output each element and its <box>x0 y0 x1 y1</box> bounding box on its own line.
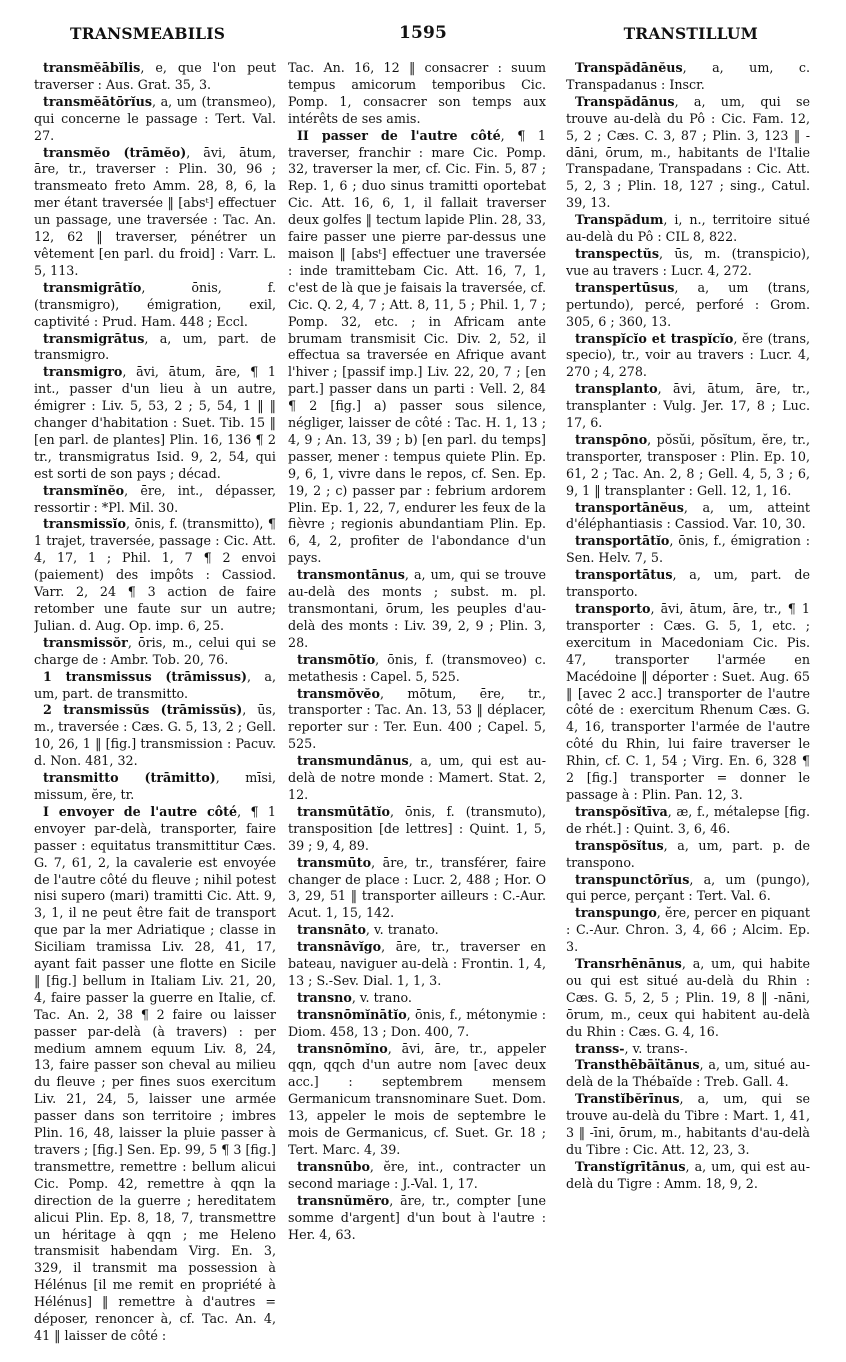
entry: transmŏvĕo, mōtum, ēre, tr., transporter : Tac. An. 13, 53 ‖ déplacer, reporter sur : Ter. Eun. 400 ; Capel. 5, 525. <box>288 685 546 752</box>
entry: 1 transmissus (trāmissus), a, um, part. de transmitto. <box>34 668 276 701</box>
entry: II passer de l'autre côté, ¶ 1 traverser, franchir : mare Cic. Pomp. 32, traverser la mer, cf. Cic. Fin. 5, 87 ; Rep. 1, 6 ; duo sinus tramitti oportebat Cic. Att. 16, 6, 1, il fallait traverser deux golfes ‖ tectum lapide Plin. 28, 33, faire passer une pierre par-dessus une maison ‖ [absᵗ] effectuer une traversée : inde tramittebam Cic. Att. 16, 7, 1, c'est de là que je faisais la traversée, cf. Cic. Q. 2, 4, 7 ; Att. 8, 11, 5 ; Phil. 1, 7 ; Pomp. 32, etc. ; in Africam ante brumam transmisit Cic. Div. 2, 52, il effectua sa traversée en Afrique avant l'hiver ; [passif imp.] Liv. 22, 20, 7 ; [en part.] passer dans un parti : Vell. 2, 84 ¶ 2 [fig.] a) passer sous silence, négliger, laisser de côté : Tac. H. 1, 13 ; 4, 9 ; An. 13, 39 ; b) [en parl. du temps] passer, mener : tempus quiete Plin. Ep. 9, 6, 1, vivre dans le repos, cf. Sen. Ep. 19, 2 ; c) passer par : febrium ardorem Plin. Ep. 1, 22, 7, endurer les feux de la fièvre ; regionis abundantiam Plin. Ep. 6, 4, 2, profiter de l'abondance d'un pays. <box>288 127 546 566</box>
entry: transnūbo, ĕre, int., contracter un second mariage : J.-Val. 1, 17. <box>288 1158 546 1191</box>
entry: transs-, v. trans-. <box>575 1040 689 1056</box>
entry: transportātĭo, ōnis, f., émigration : Sen. Helv. 7, 5. <box>566 533 810 566</box>
entry: transmigrātus, a, um, part. de transmigro. <box>34 330 276 363</box>
entry: transmĕo (trāmĕo), āvi, ātum, āre, tr., traverser : Plin. 30, 96 ; transmeato freto Amm. 28, 8, 6, la mer étant traversée ‖ [absᵗ] effectuer un passage, une traversée : Tac. An. 12, 62 ‖ traverser, pénétrer un vêtement [en parl. du froid] : Varr. L. 5, 113. <box>34 144 276 278</box>
entry: transpungo, ĕre, percer en piquant : C.-Aur. Chron. 3, 4, 66 ; Alcim. Ep. 3. <box>566 905 810 955</box>
column-3 <box>566 60 810 1355</box>
entry: transmūto, āre, tr., transférer, faire changer de place : Lucr. 2, 488 ; Hor. O 3, 29, 51 ‖ transporter ailleurs : C.-Aur. Acut. 1, 15, 142. <box>288 854 546 921</box>
entry: transpectŭs, ūs, m. (transpicio), vue au travers : Lucr. 4, 272. <box>566 245 810 278</box>
entry: transpŏsĭtus, a, um, part. p. de transpono. <box>566 837 810 870</box>
entry: transpĭcĭo et traspĭcĭo, ĕre (trans, specio), tr., voir au travers : Lucr. 4, 270 ; 4, 278. <box>566 330 810 380</box>
entry: transmissĭo, ōnis, f. (transmitto), ¶ 1 trajet, traversée, passage : Cic. Att. 4, 17, 1 ; Phil. 1, 7 ¶ 2 envoi (paiement) des impôts : Cassiod. Varr. 2, 24 ¶ 3 action de faire retomber une faute sur un autre; Julian. d. Aug. Op. imp. 6, 25. <box>34 516 276 633</box>
entry: transpōno, pŏsŭi, pŏsĭtum, ĕre, tr., transporter, transposer : Plin. Ep. 10, 61, 2 ; Tac. An. 2, 8 ; Gell. 4, 5, 3 ; 6, 9, 1 ‖ transplanter : Gell. 12, 1, 16. <box>566 431 810 498</box>
entry: transpunctōrĭus, a, um (pungo), qui perce, perçant : Tert. Val. 6. <box>566 871 810 904</box>
entry: transno, v. trano. <box>297 989 412 1005</box>
entry: I envoyer de l'autre côté, ¶ 1 envoyer par-delà, transporter, faire passer : equitatus transmittitur Cæs. G. 7, 61, 2, la cavalerie est envoyée de l'autre côté du fleuve ; nihil potest nisi supero (mari) tramitti Cic. Att. 9, 3, 1, il ne peut être fait de transport que par la mer Adriatique ; classe in Siciliam tramissa Liv. 28, 41, 17, ayant fait passer une flotte en Sicile ‖ [fig.] bellum in Italiam Liv. 21, 20, 4, faire passer la guerre en Italie, cf. Tac. An. 2, 38 ¶ 2 faire ou laisser passer par-delà (à travers) : per medium amnem equum Liv. 8, 24, 13, faire passer son cheval au milieu du fleuve ; per fines suos exercitum Liv. 21, 24, 5, laisser une armée passer dans son territoire ; imbres Plin. 16, 48, laisser la pluie passer à travers ; [fig.] Sen. Ep. 99, 5 ¶ 3 [fig.] transmettre, remettre : bellum alicui Cic. Pomp. 42, remettre à qqn la direction de la guerre ; hereditatem alicui Plin. Ep. 8, 18, 7, transmettre un héritage à qqn ; me Heleno transmisit habendam Virg. En. 3, 329, il transmit ma possession à Hélénus [il me remit en propriété à Hélénus] ‖ remettre à d'autres = déposer, renoncer à, cf. Tac. An. 4, 41 ‖ laisser de côté : <box>34 803 276 1343</box>
entry: transpŏsĭtīva, æ, f., métalepse [fig. de rhét.] : Quint. 3, 6, 46. <box>566 803 810 836</box>
entry: transmigro, āvi, ātum, āre, ¶ 1 int., passer d'un lieu à un autre, émigrer : Liv. 5, 53, 2 ; 5, 54, 1 ‖ ‖ changer d'habitation : Suet. Tib. 15 ‖ [en parl. de plantes] Plin. 16, 136 ¶ 2 tr., transmigratus Isid. 9, 2, 54, qui est sorti de son pays ; décad. <box>34 364 276 481</box>
page-number: 1595 <box>398 23 448 43</box>
entry: transportānĕus, a, um, atteint d'éléphantiasis : Cassiod. Var. 10, 30. <box>566 499 810 532</box>
entry: transmigrātĭo, ōnis, f. (transmigro), émigration, exil, captivité : Prud. Ham. 448 ; Eccl. <box>34 279 276 329</box>
entry: Transpădum, i, n., territoire situé au-delà du Pô : CIL 8, 822. <box>566 212 810 245</box>
entry: transplanto, āvi, ātum, āre, tr., transplanter : Vulg. Jer. 17, 8 ; Luc. 17, 6. <box>566 381 810 431</box>
entry: transpertūsus, a, um (trans, pertundo), percé, perforé : Grom. 305, 6 ; 360, 13. <box>566 279 810 329</box>
column-2 <box>288 60 546 1355</box>
column-1 <box>34 60 276 1355</box>
entry: transmissŏr, ōris, m., celui qui se charge de : Ambr. Tob. 20, 76. <box>34 634 276 667</box>
entry: Transpădānus, a, um, qui se trouve au-delà du Pô : Cic. Fam. 12, 5, 2 ; Cæs. C. 3, 87 ; Plin. 3, 123 ‖ -dāni, ōrum, m., habitants de l'Italie Transpadane, Transpadans : Cic. Att. 5, 2, 3 ; Plin. 18, 127 ; sing., Catul. 39, 13. <box>566 93 810 211</box>
entry: Transtĭgrītānus, a, um, qui est au-delà du Tigre : Amm. 18, 9, 2. <box>566 1158 810 1191</box>
entry: Transpădānĕus, a, um, c. Transpadanus : Inscr. <box>566 60 810 92</box>
entry: transmūtātĭo, ōnis, f. (transmuto), transposition [de lettres] : Quint. 1, 5, 39 ; 9, 4, 89. <box>288 803 546 853</box>
entry: Transthēbāïtānus, a, um, situé au-delà de la Thébaïde : Treb. Gall. 4. <box>566 1057 810 1090</box>
header-left-guideword: TRANSMEABILIS <box>70 24 226 43</box>
entry: transmitto (trāmitto), mīsi, missum, ĕre, tr. <box>34 770 276 802</box>
entry: transnāvĭgo, āre, tr., traverser en bateau, naviguer au-delà : Frontin. 1, 4, 13 ; S.-Sev. Dial. 1, 1, 3. <box>288 939 546 988</box>
entry: transmundānus, a, um, qui est au-delà de notre monde : Mamert. Stat. 2, 12. <box>288 753 546 802</box>
entry: transporto, āvi, ātum, āre, tr., ¶ 1 transporter : Cæs. G. 5, 1, etc. ; exercitum in Macedoniam Cic. Pis. 47, transporter l'armée en Macédoine ‖ déporter : Suet. Aug. 65 ‖ [avec 2 acc.] transporter de l'autre côté de : exercitum Rhenum Cæs. G. 4, 16, transporter l'armée de l'autre côté du Rhin, lui faire traverser le Rhin, cf. C. 1, 54 ; Virg. En. 6, 328 ¶ 2 [fig.] transporter = donner le passage à : Plin. Pan. 12, 3. <box>566 601 810 802</box>
entry: transmĭnĕo, ēre, int., dépasser, ressortir : *Pl. Mil. 30. <box>34 482 276 515</box>
entry: transnōmĭnātĭo, ōnis, f., métonymie : Diom. 458, 13 ; Don. 400, 7. <box>288 1006 546 1039</box>
entry: transmōtĭo, ōnis, f. (transmoveo) c. metathesis : Capel. 5, 525. <box>288 651 546 684</box>
entry: 2 transmissŭs (trāmissŭs), ūs, m., traversée : Cæs. G. 5, 13, 2 ; Gell. 10, 26, 1 ‖ [fig.] transmission : Pacuv. d. Non. 481, 32. <box>34 702 276 769</box>
entry: transportātus, a, um, part. de transporto. <box>566 567 810 600</box>
entry: Transrhēnānus, a, um, qui habite ou qui est situé au-delà du Rhin : Cæs. G. 5, 2, 5 ; Plin. 19, 8 ‖ -nāni, ōrum, m., ceux qui habitent au-delà du Rhin : Cæs. G. 4, 16. <box>566 956 810 1039</box>
header-right-guideword: TRANSTILLUM <box>623 24 758 43</box>
entry: transnŭmĕro, āre, tr., compter [une somme d'argent] d'un bout à l'autre : Her. 4, 63. <box>288 1192 546 1242</box>
entry: transmĕābĭlis, e, que l'on peut traverser : Aus. Grat. 35, 3. <box>34 60 276 92</box>
entry: Tac. An. 16, 12 ‖ consacrer : suum tempus amicorum temporibus Cic. Pomp. 1, consacrer son temps aux intérêts de ses amis. <box>288 60 546 126</box>
entry: transmontānus, a, um, qui se trouve au-delà des monts ; subst. m. pl. transmontani, ōrum, les peuples d'au-delà des monts : Liv. 39, 2, 9 ; Plin. 3, 28. <box>288 567 546 650</box>
entry: transnōmĭno, āvi, āre, tr., appeler qqn, qqch d'un autre nom [avec deux acc.] : septembrem mensem Germanicum transnominare Suet. Dom. 13, appeler le mois de septembre le mois de Germanicus, cf. Suet. Gr. 18 ; Tert. Marc. 4, 39. <box>288 1040 546 1157</box>
entry: transmĕātōrĭus, a, um (transmeo), qui concerne le passage : Tert. Val. 27. <box>34 93 276 143</box>
running-header <box>0 0 846 50</box>
entry: Transtĭbĕrīnus, a, um, qui se trouve au-delà du Tibre : Mart. 1, 41, 3 ‖ -īni, ōrum, m., habitants d'au-delà du Tibre : Cic. Att. 12, 23, 3. <box>566 1091 810 1157</box>
entry: transnāto, v. tranato. <box>297 922 439 938</box>
